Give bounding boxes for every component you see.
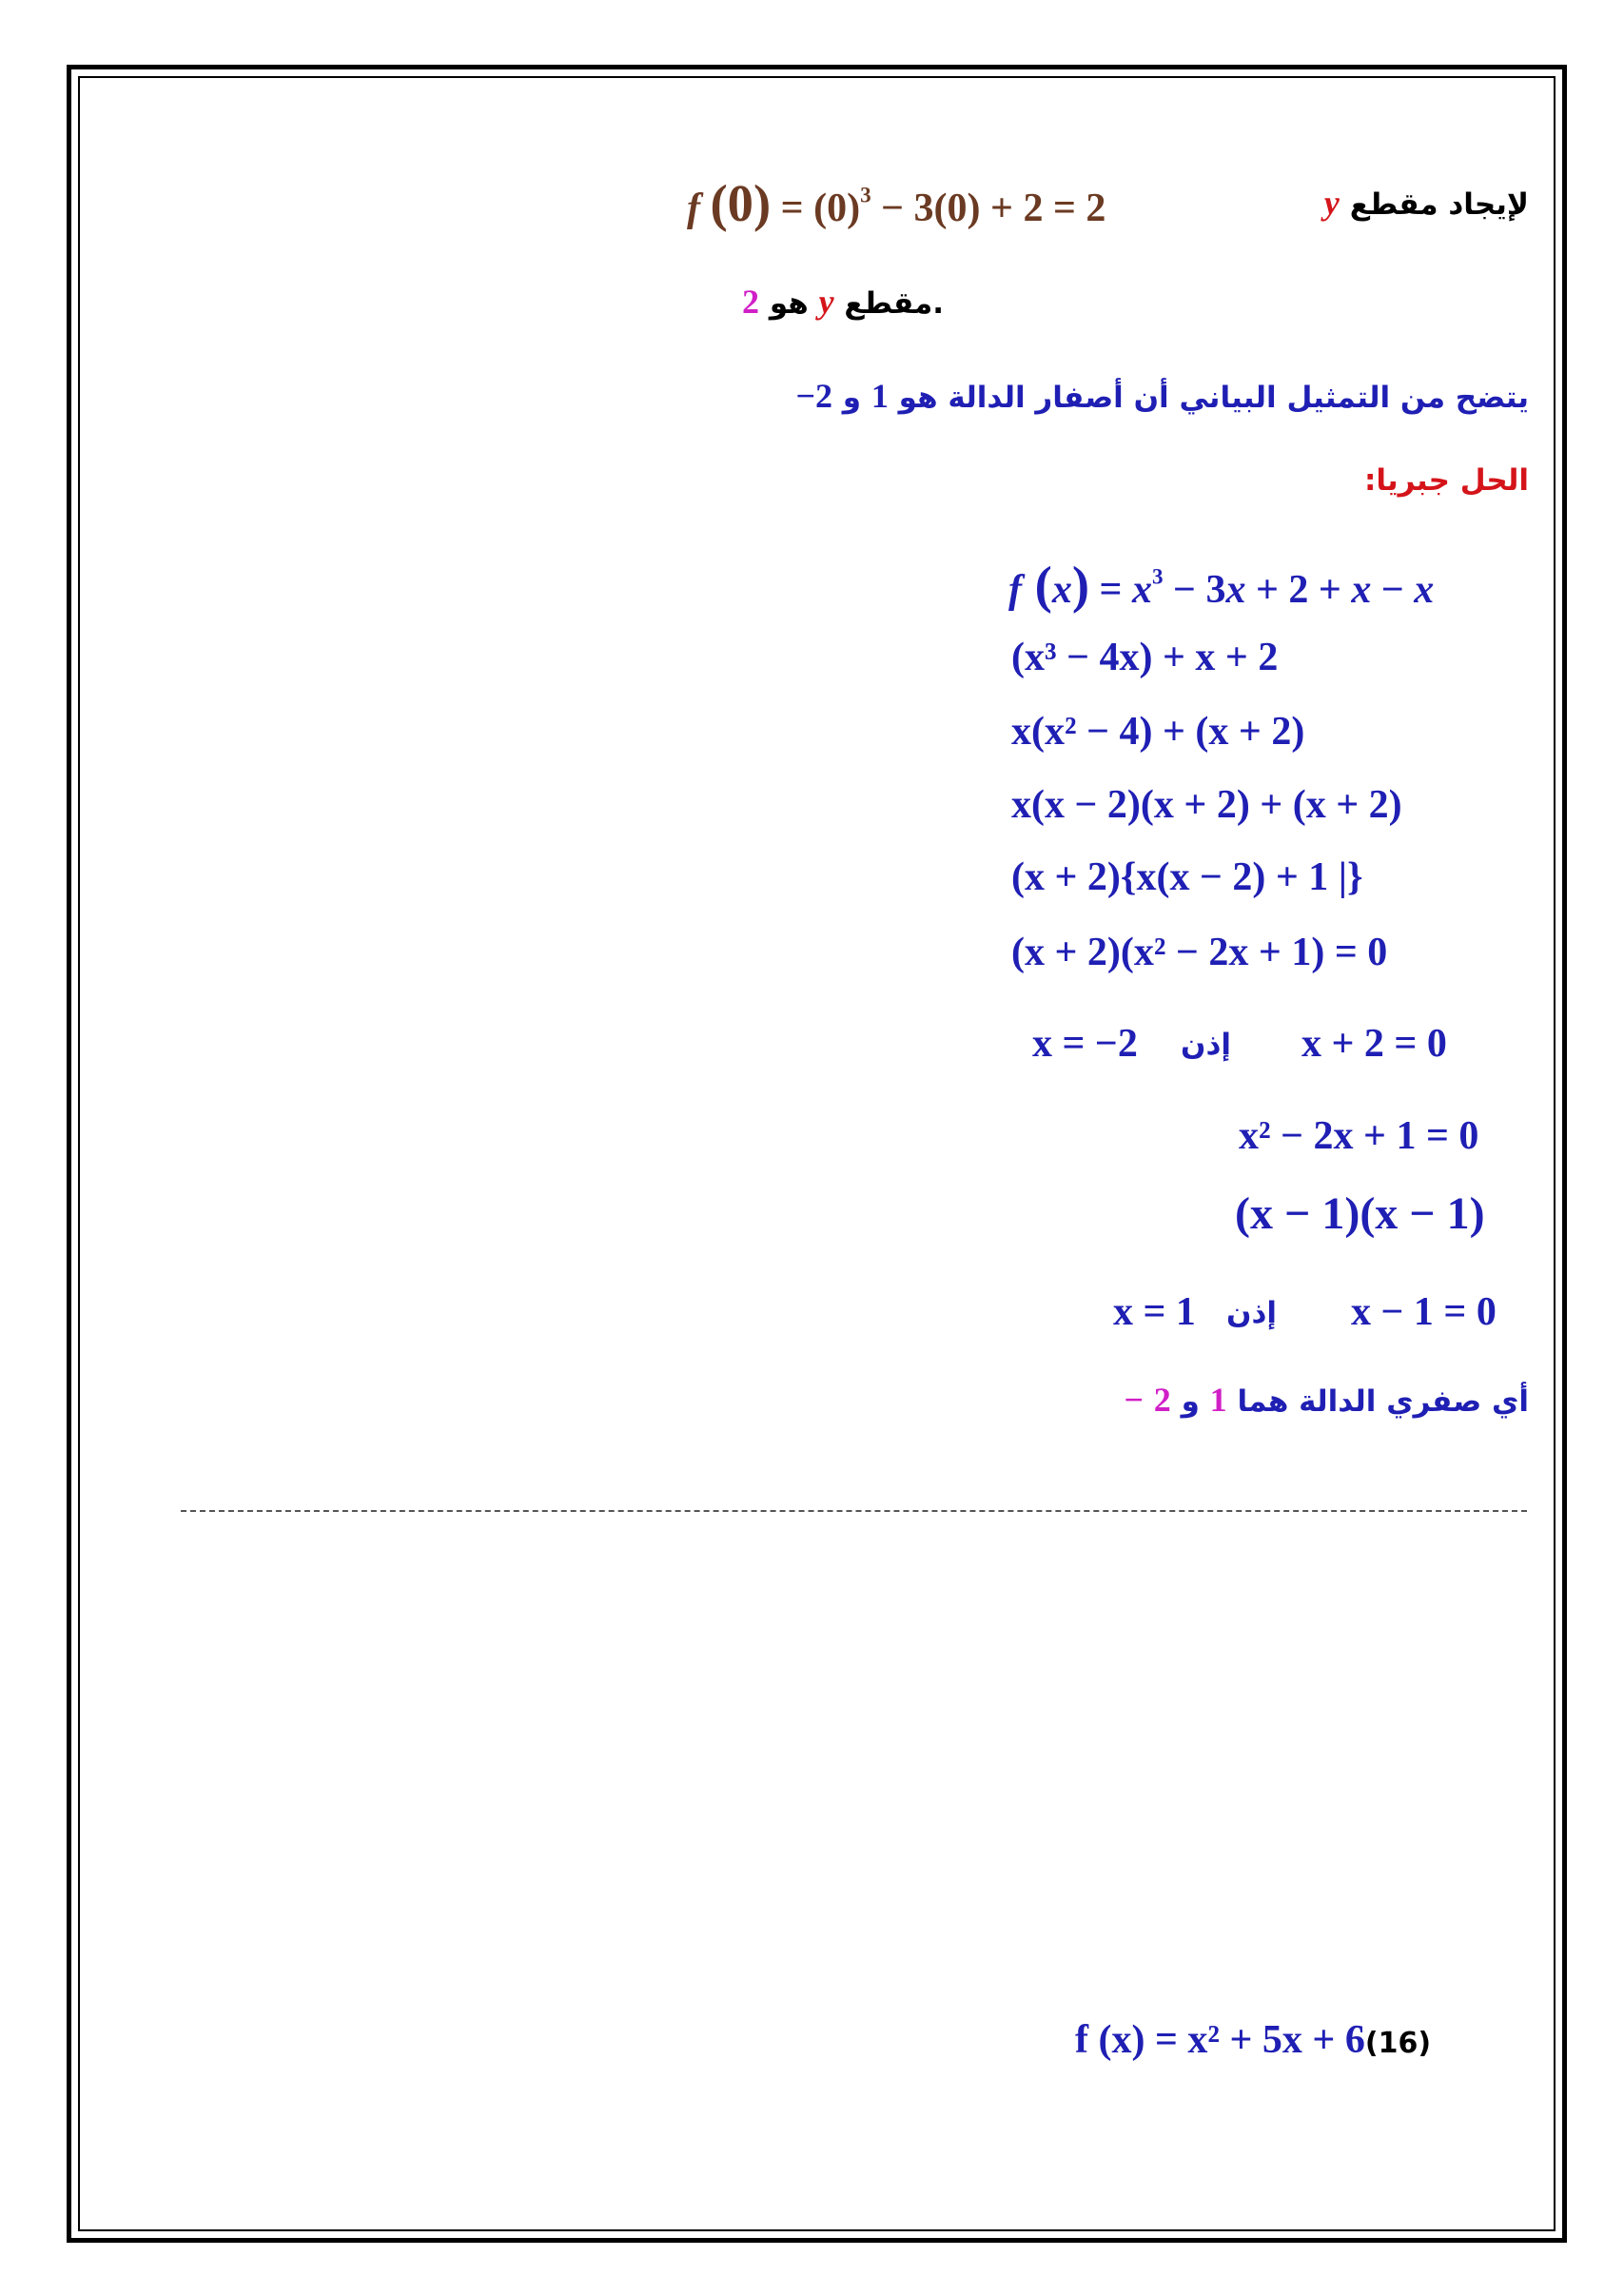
step-4: x(x − 2)(x + 2) + (x + 2) [1011, 783, 1402, 827]
result-label: .مقطع [844, 286, 944, 321]
case3-equation: x − 1 = 0 [1351, 1290, 1497, 1334]
quadratic-factored: (x − 1)(x − 1) [1235, 1188, 1485, 1239]
step-6: (x + 2)(x² − 2x + 1) = 0 [1011, 931, 1388, 974]
step-5: (x + 2){x(x − 2) + 1 |} [1011, 855, 1363, 899]
conclusion-zero2: 2 [1153, 1381, 1171, 1419]
step-3: x(x² − 4) + (x + 2) [1011, 710, 1305, 754]
y-intercept-line [1324, 183, 1529, 223]
conclusion-line: أي صفري الدالة هما 1 و 2 − [1124, 1381, 1529, 1419]
step-2: (x³ − 4x) + x + 2 [1011, 636, 1279, 679]
y-intercept-result: .مقطع y هو 2 [742, 283, 944, 321]
result-value: 2 [742, 283, 760, 321]
case3-then: إذن [1226, 1296, 1277, 1330]
case1-equation: x + 2 = 0 [1301, 1022, 1447, 1066]
quadratic-equation: x² − 2x + 1 = 0 [1239, 1114, 1479, 1158]
step-1: f $(x) = x^3 - 3x + 2 + x - x$ [1008, 556, 1435, 614]
case1-then: إذن [1181, 1028, 1231, 1062]
graph-statement: يتضح من التمثيل البياني أن أصفار الدالة هو 1 و −2 [795, 377, 1529, 415]
problem-16-number: (16) [1364, 2027, 1432, 2060]
problem-16-formula: f (x) = x² + 5x + 6 [1075, 2018, 1365, 2062]
y-intercept-formula: f $(0) = (0)^3 - 3(0) + 2 = 2$ [687, 174, 1106, 232]
case1-result: x = −2 [1032, 1022, 1138, 1066]
y-intercept-label: لإيجاد مقطع [1349, 187, 1529, 222]
problem-16 [1075, 2017, 1431, 2063]
algebraic-heading: الحل جبريا: [1363, 463, 1529, 498]
section-divider [181, 1510, 1527, 1512]
conclusion-zero1: 1 [1209, 1381, 1227, 1419]
y-var: y [1323, 184, 1340, 222]
case3-result: x = 1 [1113, 1290, 1196, 1334]
